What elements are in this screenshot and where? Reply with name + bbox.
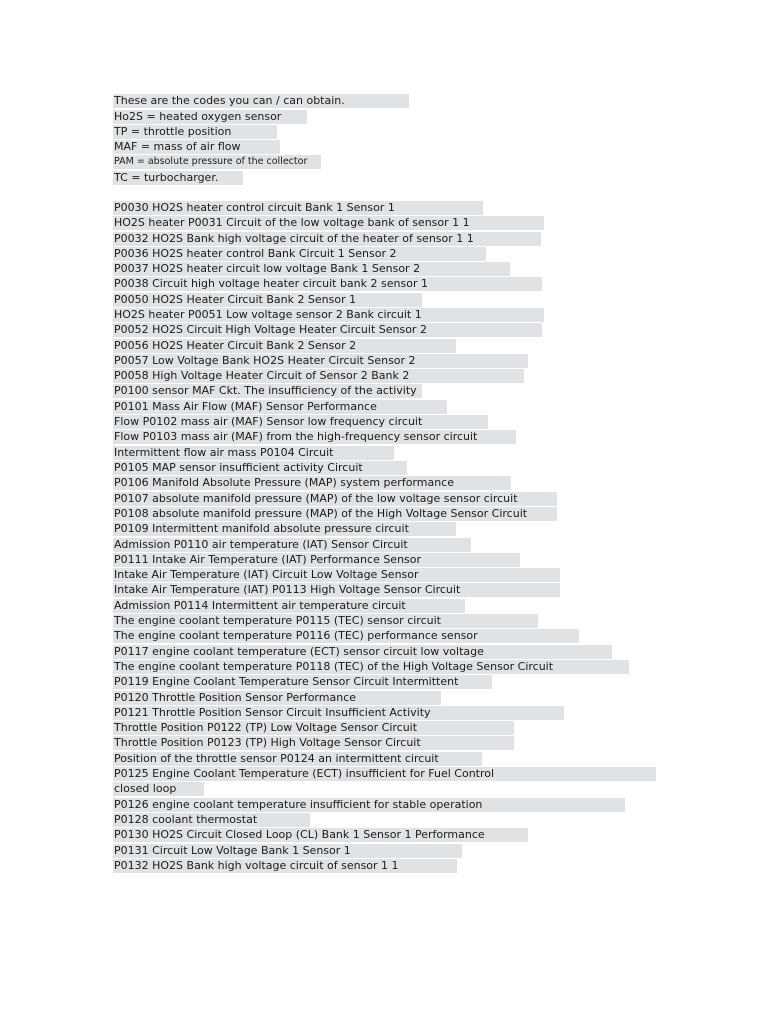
code-line: P0119 Engine Coolant Temperature Sensor Circuit Intermittent <box>113 675 492 689</box>
code-line: Intermittent flow air mass P0104 Circuit <box>113 446 394 460</box>
code-line: P0037 HO2S heater circuit low voltage Bank 1 Sensor 2 <box>113 262 510 276</box>
code-line: P0052 HO2S Circuit High Voltage Heater Circuit Sensor 2 <box>113 323 542 337</box>
code-line: P0101 Mass Air Flow (MAF) Sensor Performance <box>113 400 447 414</box>
code-line: P0109 Intermittent manifold absolute pressure circuit <box>113 522 456 536</box>
legend-line-tp: TP = throttle position <box>113 125 277 139</box>
code-line: Throttle Position P0123 (TP) High Voltage Sensor Circuit <box>113 736 514 750</box>
legend-line-maf: MAF = mass of air flow <box>113 140 280 154</box>
code-line: P0105 MAP sensor insufficient activity Circuit <box>113 461 407 475</box>
code-line: P0131 Circuit Low Voltage Bank 1 Sensor 1 <box>113 844 462 858</box>
code-line: Throttle Position P0122 (TP) Low Voltage Sensor Circuit <box>113 721 514 735</box>
code-line: P0050 HO2S Heater Circuit Bank 2 Sensor 1 <box>113 293 422 307</box>
code-line: closed loop <box>113 782 204 796</box>
code-line: P0132 HO2S Bank high voltage circuit of sensor 1 1 <box>113 859 457 873</box>
legend-line-tc: TC = turbocharger. <box>113 171 243 185</box>
code-line: P0106 Manifold Absolute Pressure (MAP) system performance <box>113 476 511 490</box>
code-line: HO2S heater P0051 Low voltage sensor 2 Bank circuit 1 <box>113 308 544 322</box>
code-line: P0130 HO2S Circuit Closed Loop (CL) Bank 1 Sensor 1 Performance <box>113 828 528 842</box>
code-line: P0121 Throttle Position Sensor Circuit Insufficient Activity <box>113 706 564 720</box>
code-line: P0126 engine coolant temperature insufficient for stable operation <box>113 798 625 812</box>
legend-line-ho2s: Ho2S = heated oxygen sensor <box>113 110 307 124</box>
code-line: P0120 Throttle Position Sensor Performance <box>113 691 441 705</box>
legend-line-pam: PAM = absolute pressure of the collector <box>113 155 321 169</box>
intro-line: These are the codes you can / can obtain. <box>113 94 409 108</box>
code-line: P0057 Low Voltage Bank HO2S Heater Circuit Sensor 2 <box>113 354 528 368</box>
code-line: The engine coolant temperature P0118 (TEC) of the High Voltage Sensor Circuit <box>113 660 629 674</box>
code-line: P0036 HO2S heater control Bank Circuit 1 Sensor 2 <box>113 247 486 261</box>
code-line: P0111 Intake Air Temperature (IAT) Performance Sensor <box>113 553 520 567</box>
code-line: P0058 High Voltage Heater Circuit of Sensor 2 Bank 2 <box>113 369 524 383</box>
code-line: P0107 absolute manifold pressure (MAP) of the low voltage sensor circuit <box>113 492 557 506</box>
code-line: P0117 engine coolant temperature (ECT) sensor circuit low voltage <box>113 645 612 659</box>
code-line: P0030 HO2S heater control circuit Bank 1 Sensor 1 <box>113 201 483 215</box>
code-line: The engine coolant temperature P0115 (TEC) sensor circuit <box>113 614 538 628</box>
code-line: Intake Air Temperature (IAT) Circuit Low Voltage Sensor <box>113 568 560 582</box>
code-line: P0032 HO2S Bank high voltage circuit of the heater of sensor 1 1 <box>113 232 541 246</box>
code-line: Intake Air Temperature (IAT) P0113 High Voltage Sensor Circuit <box>113 583 560 597</box>
code-line: Admission P0110 air temperature (IAT) Sensor Circuit <box>113 538 471 552</box>
code-line: P0125 Engine Coolant Temperature (ECT) insufficient for Fuel Control <box>113 767 656 781</box>
code-line: Admission P0114 Intermittent air temperature circuit <box>113 599 465 613</box>
code-line: P0100 sensor MAF Ckt. The insufficiency of the activity <box>113 384 422 398</box>
code-line: Flow P0102 mass air (MAF) Sensor low frequency circuit <box>113 415 488 429</box>
code-line: Flow P0103 mass air (MAF) from the high-frequency sensor circuit <box>113 430 516 444</box>
code-line: P0056 HO2S Heater Circuit Bank 2 Sensor 2 <box>113 339 456 353</box>
code-line: P0128 coolant thermostat <box>113 813 310 827</box>
code-line: The engine coolant temperature P0116 (TEC) performance sensor <box>113 629 579 643</box>
code-line: HO2S heater P0031 Circuit of the low voltage bank of sensor 1 1 <box>113 216 544 230</box>
code-line: Position of the throttle sensor P0124 an intermittent circuit <box>113 752 482 766</box>
code-line: P0108 absolute manifold pressure (MAP) of the High Voltage Sensor Circuit <box>113 507 557 521</box>
code-line: P0038 Circuit high voltage heater circuit bank 2 sensor 1 <box>113 277 542 291</box>
